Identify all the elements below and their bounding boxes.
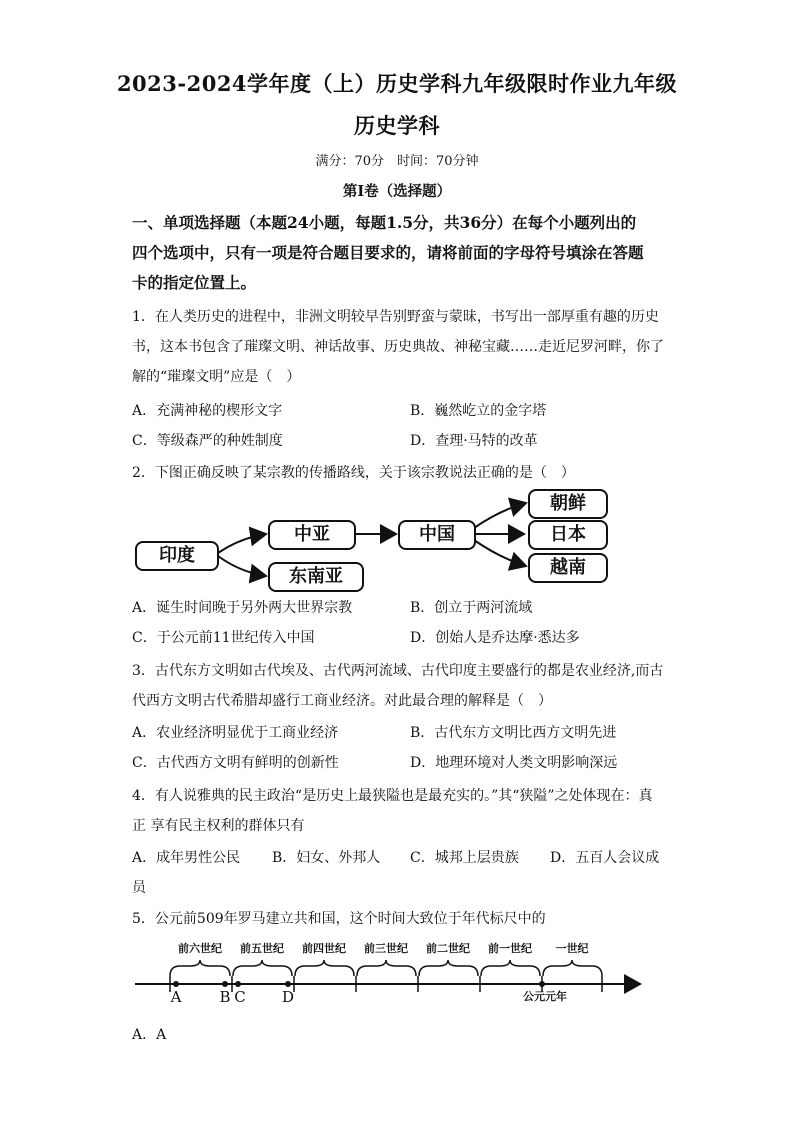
century-label-2: 前五世纪 <box>240 942 284 955</box>
century-label-6: 前一世纪 <box>488 942 532 955</box>
q3-option-d[interactable]: D．地理环境对人类文明影响深远 <box>410 755 618 771</box>
node-vietnam: 越南 <box>528 553 608 583</box>
q1-option-a[interactable]: A．充满神秘的楔形文字 <box>132 403 283 419</box>
point-d-label: D <box>281 988 295 1006</box>
node-china: 中国 <box>398 520 476 550</box>
point-a-dot <box>173 981 179 987</box>
q1-option-b[interactable]: B．巍然屹立的金字塔 <box>410 403 547 419</box>
q3-stem-line2: 代西方文明古代希腊却盛行工商业经济。对此最合理的解释是（ ） <box>132 693 552 709</box>
point-b-label: B <box>219 988 231 1006</box>
arrow-china-vietnam <box>474 540 526 566</box>
arrow-china-korea <box>474 503 526 528</box>
century-label-7: 一世纪 <box>555 942 589 955</box>
arrow-india-central-asia <box>218 534 266 553</box>
node-southeast-asia: 东南亚 <box>268 562 364 592</box>
arrow-india-southeast-asia <box>218 556 266 576</box>
section-instruction-line3: 卡的指定位置上。 <box>132 273 257 292</box>
q2-option-a[interactable]: A．诞生时间晚于另外两大世界宗教 <box>132 600 353 616</box>
origin-label: 公元元年 <box>523 990 567 1003</box>
q3-option-b[interactable]: B．古代东方文明比西方文明先进 <box>410 725 617 741</box>
century-braces <box>170 960 602 976</box>
century-labels <box>178 941 589 955</box>
exam-title-line1: 2023-2024学年度（上）历史学科九年级限时作业九年级 <box>116 71 678 96</box>
node-japan: 日本 <box>528 520 608 550</box>
section-instruction-line2: 四个选项中，只有一项是符合题目要求的，请将前面的字母符号填涂在答题 <box>132 243 644 262</box>
q4-option-c[interactable]: C．城邦上层贵族 <box>410 850 519 866</box>
century-label-5: 前二世纪 <box>426 942 470 955</box>
q3-stem-line1: 3．古代东方文明如古代埃及、古代两河流域、古代印度主要盛行的都是农业经济,而古 <box>132 663 664 679</box>
exam-title-line2: 历史学科 <box>354 113 440 138</box>
point-c-label: C <box>234 988 246 1006</box>
q1-stem-line1: 1．在人类历史的进程中，非洲文明较早告别野蛮与蒙昧，书写出一部厚重有趣的历史 <box>132 309 659 325</box>
q1-option-d[interactable]: D．查理·马特的改革 <box>410 433 538 449</box>
node-central-asia: 中亚 <box>268 520 356 550</box>
q2-option-b[interactable]: B．创立于两河流域 <box>410 600 533 616</box>
timeline-ruler <box>0 936 794 1016</box>
node-india: 印度 <box>135 541 219 571</box>
q1-option-c[interactable]: C．等级森严的种姓制度 <box>132 433 283 449</box>
q3-option-a[interactable]: A．农业经济明显优于工商业经济 <box>132 725 339 741</box>
century-label-4: 前三世纪 <box>364 942 408 955</box>
century-label-3: 前四世纪 <box>302 942 346 955</box>
q5-stem: 5．公元前509年罗马建立共和国，这个时间大致位于年代标尺中的 <box>132 911 546 927</box>
q4-option-d-continued: 员 <box>132 880 146 896</box>
q1-stem-line3: 解的“璀璨文明”应是（ ） <box>132 369 301 385</box>
q2-option-d[interactable]: D．创始人是乔达摩·悉达多 <box>410 630 580 646</box>
q4-option-d[interactable]: D．五百人会议成 <box>550 850 660 866</box>
q2-option-c[interactable]: C．于公元前11世纪传入中国 <box>132 630 315 646</box>
point-b-dot <box>222 981 228 987</box>
century-label-1: 前六世纪 <box>178 942 222 955</box>
q2-stem: 2．下图正确反映了某宗教的传播路线，关于该宗教说法正确的是（ ） <box>132 465 575 481</box>
origin-dot <box>539 981 545 987</box>
q4-stem-line1: 4．有人说雅典的民主政治“是历史上最狭隘也是最充实的。”其“狭隘”之处体现在：真 <box>132 788 653 804</box>
q4-option-b[interactable]: B．妇女、外邦人 <box>272 850 381 866</box>
exam-meta: 满分：70分 时间：70分钟 <box>315 154 479 169</box>
point-a-label: A <box>170 988 182 1006</box>
q4-stem-line2: 正 享有民主权利的群体只有 <box>132 818 305 834</box>
q1-stem-line2: 书，这本书包含了璀璨文明、神话故事、历史典故、神秘宝藏……走近尼罗河畔，你了 <box>132 339 664 355</box>
volume-heading: 第Ⅰ卷（选择题） <box>342 183 452 200</box>
point-c-dot <box>235 981 241 987</box>
section-instruction-line1: 一、单项选择题（本题24小题，每题1.5分，共36分）在每个小题列出的 <box>132 213 637 232</box>
q5-option-a[interactable]: A．A <box>132 1027 167 1043</box>
q3-option-c[interactable]: C．古代西方文明有鲜明的创新性 <box>132 755 339 771</box>
q4-option-a[interactable]: A．成年男性公民 <box>132 850 241 866</box>
point-d-dot <box>285 981 291 987</box>
node-korea: 朝鲜 <box>528 489 608 519</box>
